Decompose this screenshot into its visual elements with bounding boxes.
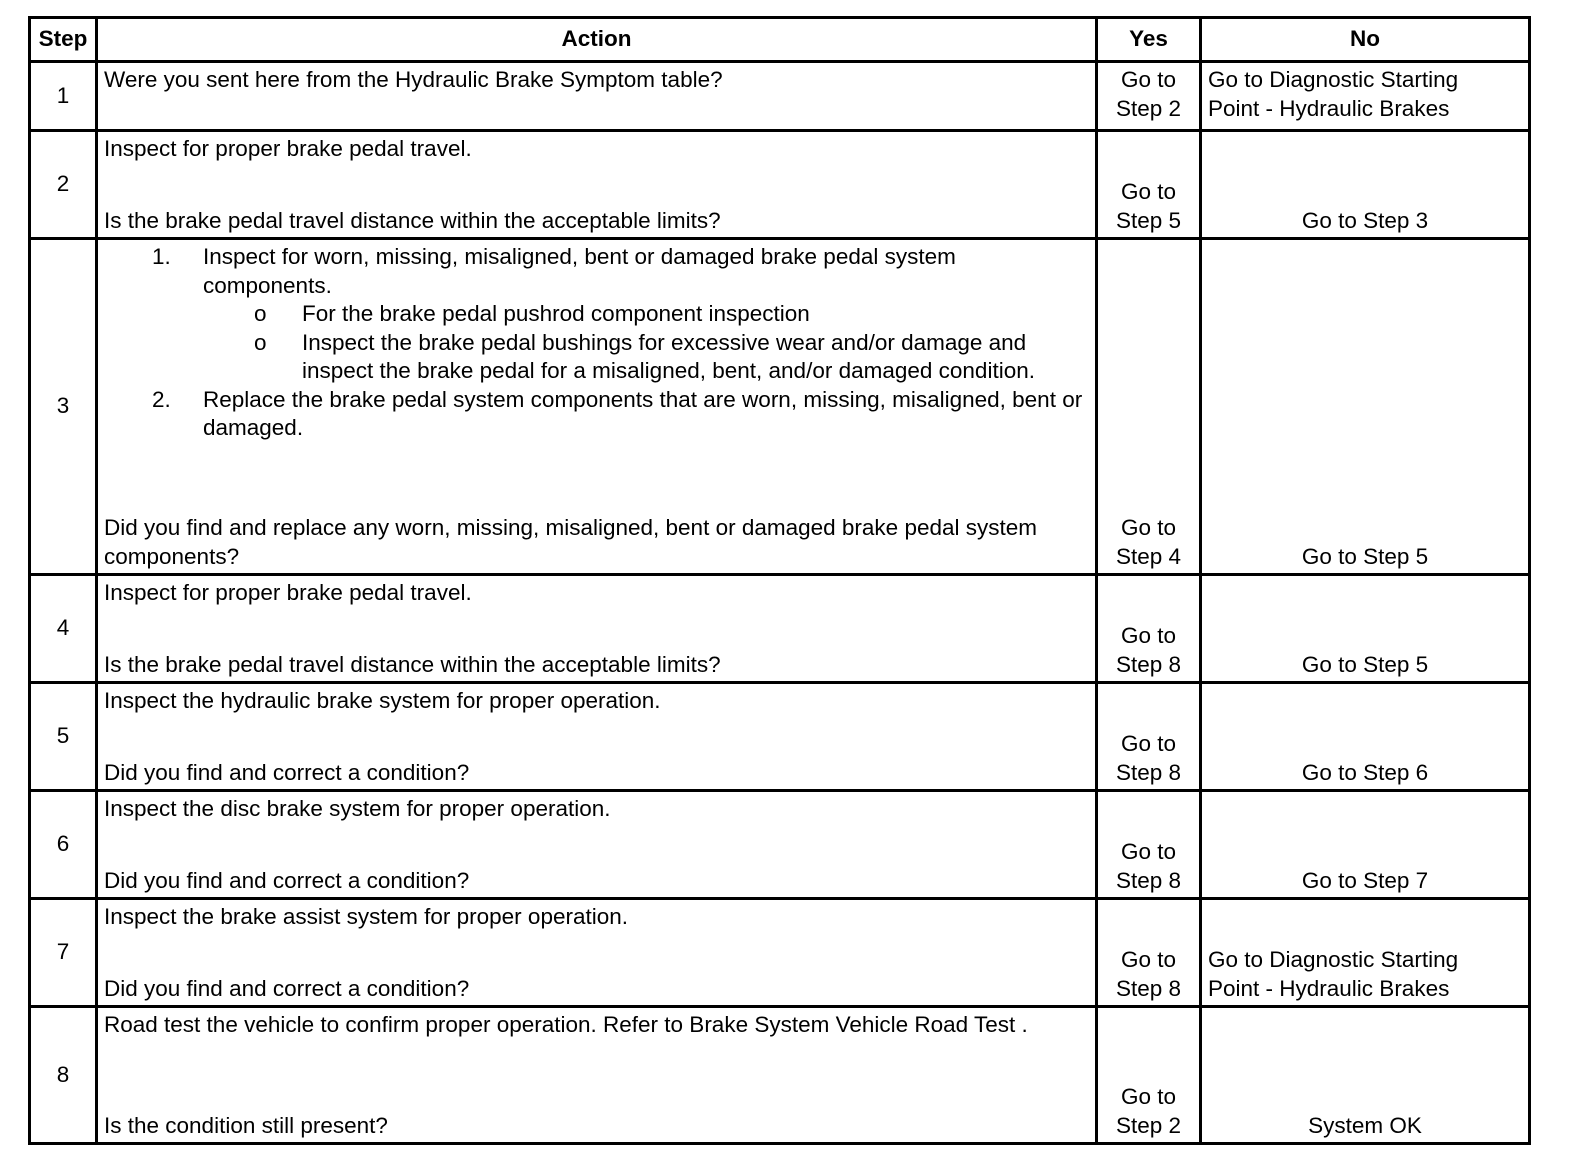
table-row xyxy=(30,239,1530,575)
action-cell xyxy=(97,1007,1097,1144)
no-text-line1: Go to Diagnostic Starting xyxy=(1208,947,1459,972)
list-item xyxy=(104,243,1089,386)
no-cell xyxy=(1201,899,1530,1007)
yes-goto: Go to xyxy=(1120,623,1177,648)
header-row xyxy=(30,18,1530,62)
table-row xyxy=(30,131,1530,239)
list-item-text: Inspect for worn, missing, misaligned, bent or damaged brake pedal system components. xyxy=(203,244,956,298)
yes-step: Step 8 xyxy=(1115,759,1182,785)
no-cell: Go to Step 6 xyxy=(1201,683,1530,791)
step-number: 7 xyxy=(30,899,97,1007)
action-question: Did you find and replace any worn, missing, misaligned, bent or damaged brake pedal system components? xyxy=(104,515,1038,569)
action-cell xyxy=(97,239,1097,575)
header-no: No xyxy=(1201,18,1530,62)
action-cell xyxy=(97,683,1097,791)
no-text-line1: Go to Diagnostic Starting xyxy=(1208,67,1459,92)
no-cell: System OK xyxy=(1201,1007,1530,1144)
action-instruction: Inspect the disc brake system for proper operation. xyxy=(104,796,611,821)
yes-step: Step 2 xyxy=(1115,95,1182,121)
sub-list-item xyxy=(203,329,1089,386)
instruction-list xyxy=(104,243,1089,443)
table-row xyxy=(30,899,1530,1007)
yes-cell xyxy=(1097,239,1201,575)
yes-cell xyxy=(1097,899,1201,1007)
action-instruction: Inspect the brake assist system for proper operation. xyxy=(104,904,629,929)
yes-step: Step 2 xyxy=(1115,1112,1182,1138)
yes-cell xyxy=(1097,791,1201,899)
sub-list-item xyxy=(203,300,1089,329)
yes-goto: Go to xyxy=(1120,947,1177,972)
yes-cell xyxy=(1097,1007,1201,1144)
action-instruction: Inspect for proper brake pedal travel. xyxy=(104,580,472,605)
header-action: Action xyxy=(97,18,1097,62)
action-cell xyxy=(97,131,1097,239)
list-number: 1. xyxy=(152,244,171,269)
yes-goto: Go to xyxy=(1120,1084,1177,1109)
header-step: Step xyxy=(30,18,97,62)
no-text-line2: Point - Hydraulic Brakes xyxy=(1208,95,1450,121)
action-question: Were you sent here from the Hydraulic Brake Symptom table? xyxy=(104,67,723,92)
no-cell: Go to Step 5 xyxy=(1201,575,1530,683)
header-yes: Yes xyxy=(1097,18,1201,62)
sub-list-item-text: Inspect the brake pedal bushings for excessive wear and/or damage and inspect the brake pedal for a misaligned, bent, and/or damaged condition. xyxy=(302,329,1035,383)
action-instruction: Inspect the hydraulic brake system for proper operation. xyxy=(104,688,661,713)
step-number: 1 xyxy=(30,62,97,131)
yes-goto: Go to xyxy=(1120,515,1177,540)
table-row xyxy=(30,791,1530,899)
step-number: 8 xyxy=(30,1007,97,1144)
no-cell: Go to Step 5 xyxy=(1201,239,1530,575)
yes-step: Step 5 xyxy=(1115,207,1182,233)
action-question: Is the brake pedal travel distance within the acceptable limits? xyxy=(104,651,721,677)
no-cell: Go to Step 3 xyxy=(1201,131,1530,239)
yes-cell xyxy=(1097,62,1201,131)
action-question: Is the condition still present? xyxy=(104,1112,388,1138)
yes-goto: Go to xyxy=(1120,839,1177,864)
no-cell: Go to Step 7 xyxy=(1201,791,1530,899)
no-text-line2: Point - Hydraulic Brakes xyxy=(1208,975,1450,1001)
action-cell xyxy=(97,62,1097,131)
table-row xyxy=(30,62,1530,131)
action-question: Is the brake pedal travel distance within the acceptable limits? xyxy=(104,207,721,233)
action-cell xyxy=(97,575,1097,683)
sub-list-item-text: For the brake pedal pushrod component inspection xyxy=(302,301,810,326)
bullet-icon: o xyxy=(254,301,267,326)
yes-cell xyxy=(1097,575,1201,683)
step-number: 5 xyxy=(30,683,97,791)
bullet-icon: o xyxy=(254,329,267,355)
table-row xyxy=(30,683,1530,791)
yes-step: Step 8 xyxy=(1115,651,1182,677)
action-cell xyxy=(97,899,1097,1007)
table-row xyxy=(30,1007,1530,1144)
list-item-text: Replace the brake pedal system components that are worn, missing, misaligned, bent or damaged. xyxy=(203,386,1083,440)
yes-goto: Go to xyxy=(1120,67,1177,92)
step-number: 2 xyxy=(30,131,97,239)
action-cell xyxy=(97,791,1097,899)
step-number: 4 xyxy=(30,575,97,683)
yes-goto: Go to xyxy=(1120,179,1177,204)
yes-cell xyxy=(1097,131,1201,239)
yes-step: Step 4 xyxy=(1115,543,1182,569)
yes-step: Step 8 xyxy=(1115,867,1182,893)
yes-step: Step 8 xyxy=(1115,975,1182,1001)
list-item xyxy=(104,386,1089,443)
action-question: Did you find and correct a condition? xyxy=(104,867,470,893)
list-number: 2. xyxy=(152,386,171,412)
yes-goto: Go to xyxy=(1120,731,1177,756)
table-row xyxy=(30,575,1530,683)
action-question: Did you find and correct a condition? xyxy=(104,759,470,785)
no-cell xyxy=(1201,62,1530,131)
action-instruction: Road test the vehicle to confirm proper operation. Refer to Brake System Vehicle Road Test . xyxy=(104,1012,1028,1037)
step-number: 3 xyxy=(30,239,97,575)
diagnostic-table xyxy=(28,16,1531,1145)
action-instruction: Inspect for proper brake pedal travel. xyxy=(104,136,472,161)
action-question: Did you find and correct a condition? xyxy=(104,975,470,1001)
step-number: 6 xyxy=(30,791,97,899)
yes-cell xyxy=(1097,683,1201,791)
